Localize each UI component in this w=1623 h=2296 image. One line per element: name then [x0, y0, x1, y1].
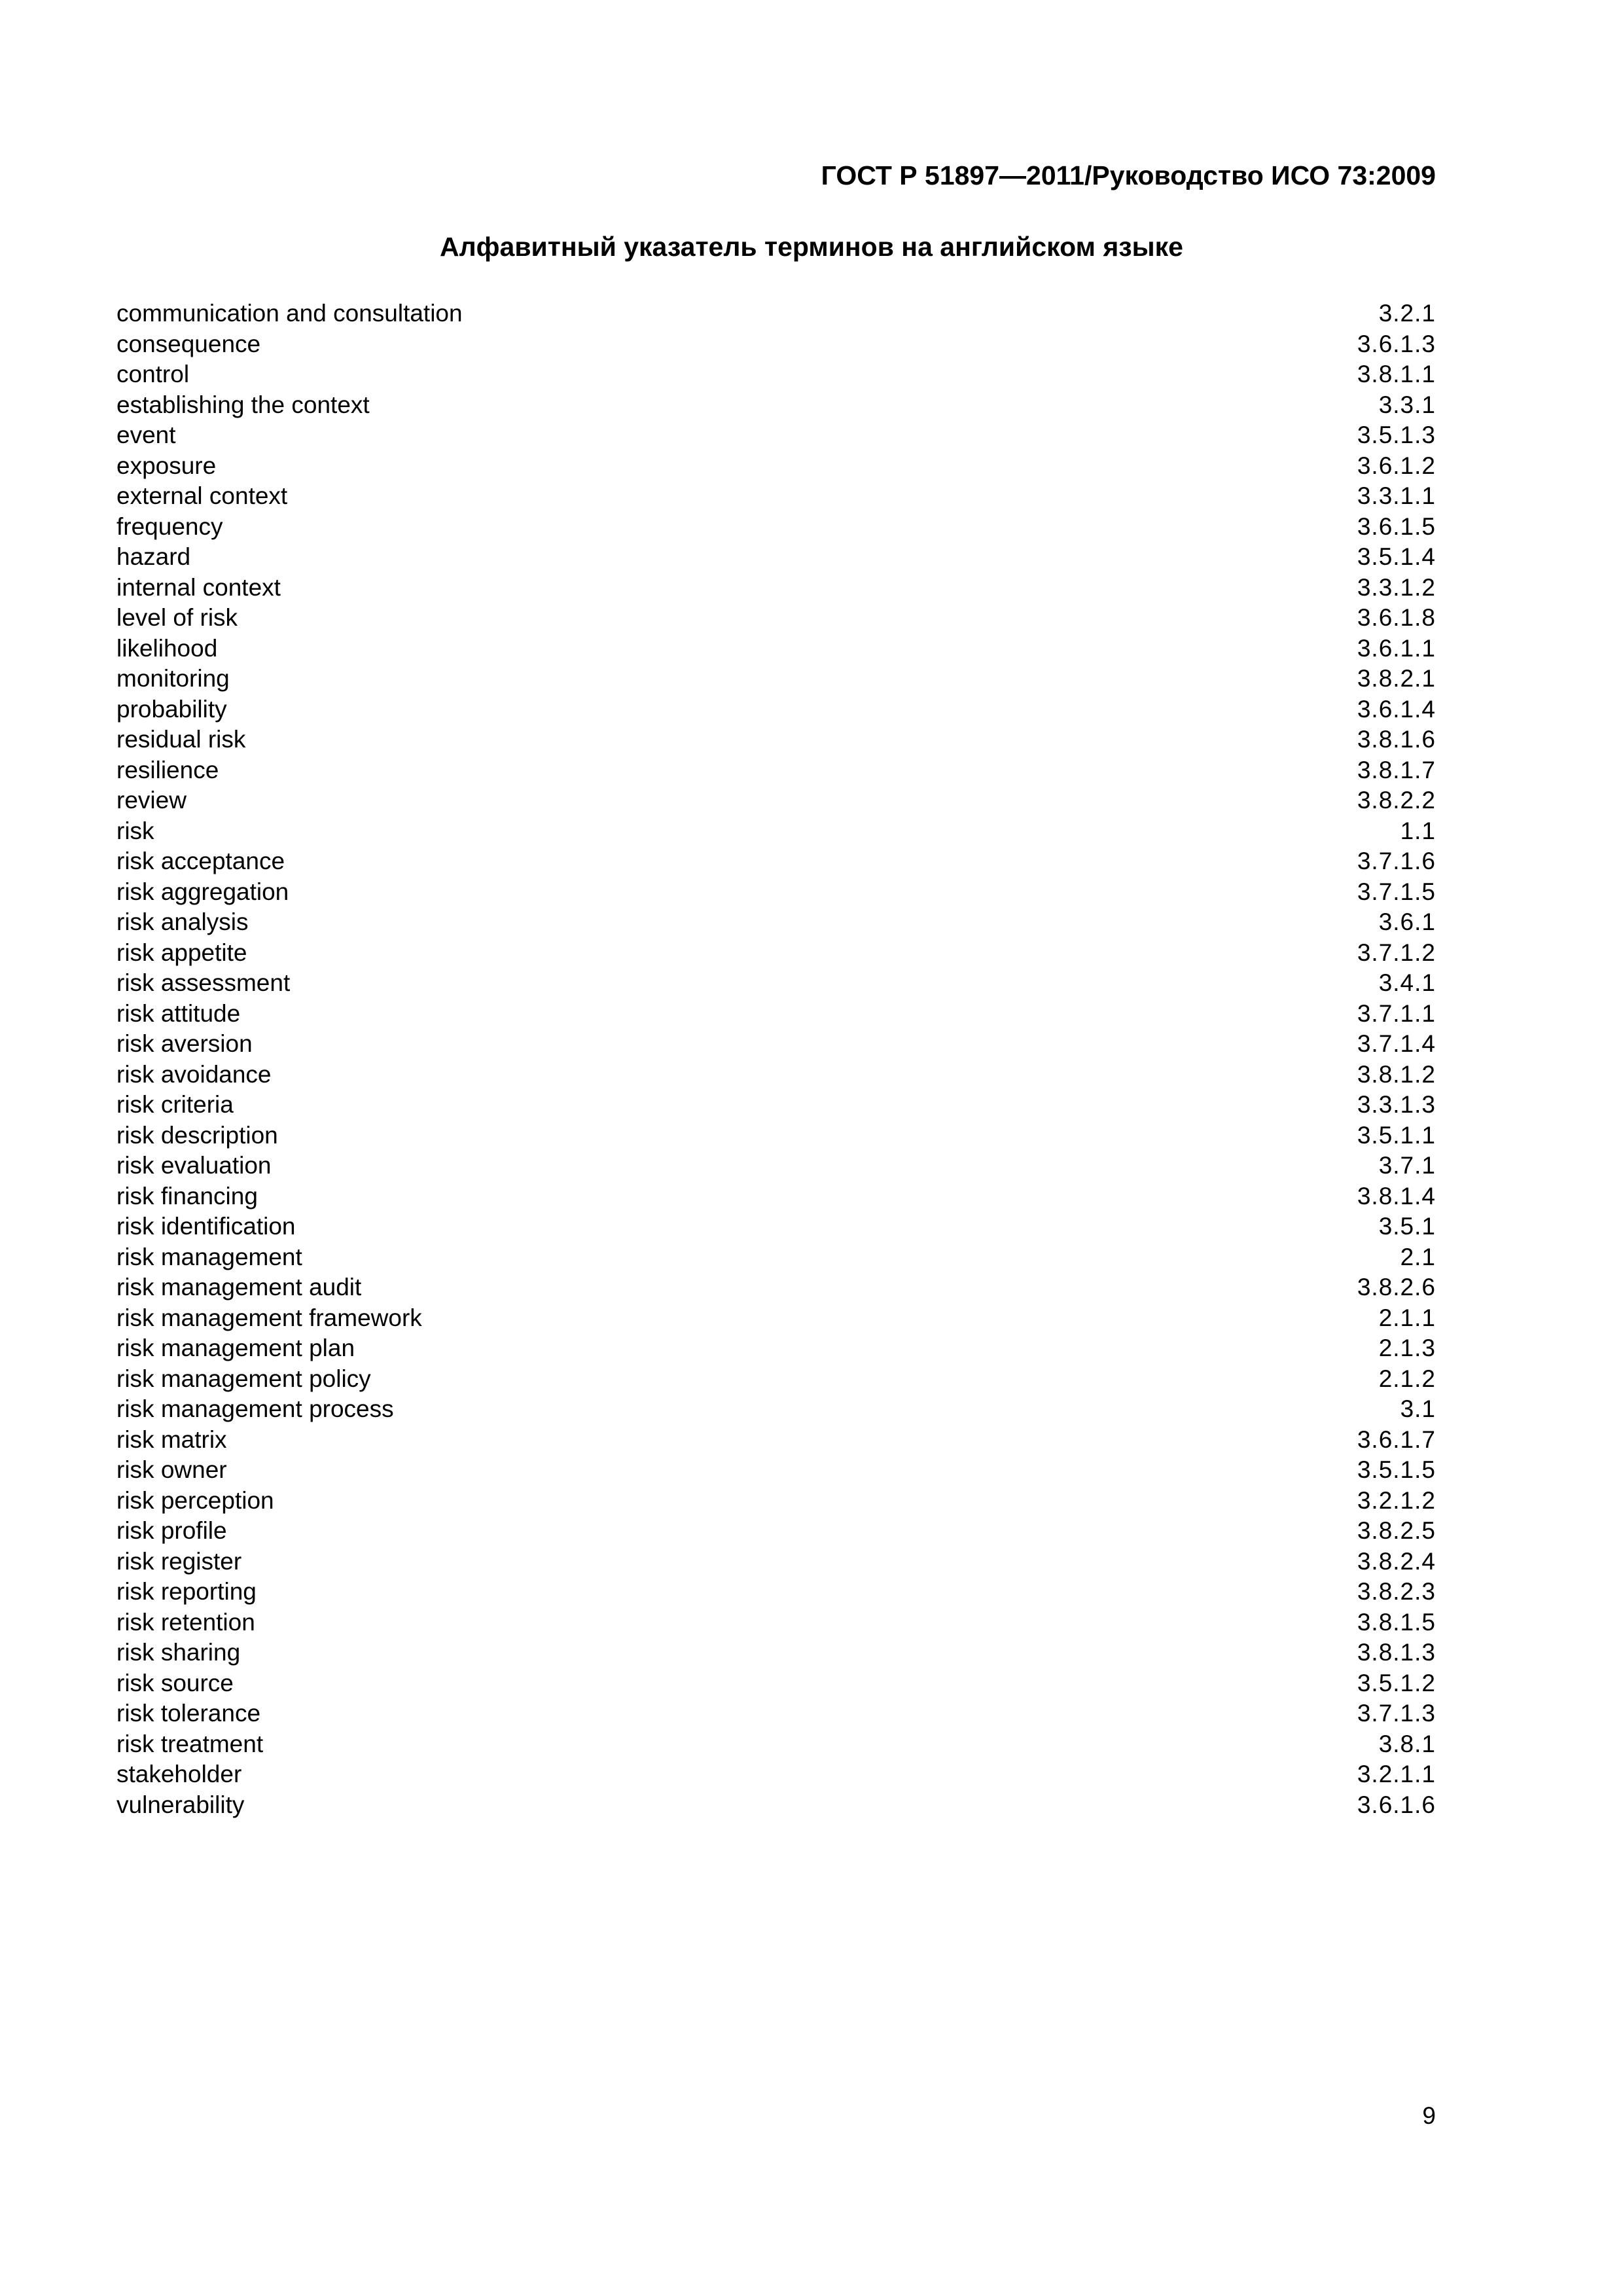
index-section-ref: 3.8.2.2	[1357, 787, 1436, 814]
index-section-ref: 3.8.1.1	[1357, 361, 1436, 387]
index-entry	[116, 1759, 1436, 1790]
index-term: likelihood	[116, 634, 218, 662]
index-term: risk evaluation	[116, 1152, 272, 1179]
index-section-ref: 3.7.1.2	[1357, 939, 1436, 966]
index-section-ref: 3.5.1.1	[1357, 1121, 1436, 1149]
index-section-ref: 3.7.1	[1378, 1152, 1436, 1179]
index-term: review	[116, 787, 187, 814]
index-entry	[116, 481, 1436, 512]
index-term: risk aversion	[116, 1030, 253, 1057]
index-entry	[116, 1698, 1436, 1729]
index-section-ref: 3.5.1	[1378, 1213, 1436, 1240]
index-entry	[116, 1272, 1436, 1303]
index-term: risk tolerance	[116, 1700, 261, 1727]
index-section-ref: 3.7.1.1	[1357, 999, 1436, 1027]
index-term: residual risk	[116, 726, 246, 753]
index-term: control	[116, 361, 190, 387]
index-entry	[116, 968, 1436, 999]
index-section-ref: 3.8.1.4	[1357, 1182, 1436, 1210]
index-section-ref: 3.3.1.1	[1357, 482, 1436, 509]
index-section-ref: 3.8.2.1	[1357, 665, 1436, 692]
index-term: risk management audit	[116, 1274, 362, 1300]
index-entry	[116, 907, 1436, 938]
index-term: vulnerability	[116, 1791, 245, 1818]
index-entry	[116, 512, 1436, 543]
index-section-ref: 3.7.1.5	[1357, 878, 1436, 905]
index-entry	[116, 1060, 1436, 1090]
index-entry	[116, 329, 1436, 360]
index-section-ref: 3.7.1.6	[1357, 848, 1436, 874]
index-term: risk attitude	[116, 999, 241, 1027]
index-section-ref: 3.6.1.8	[1357, 604, 1436, 631]
index-term: risk management process	[116, 1395, 394, 1422]
index-entry	[116, 359, 1436, 390]
index-term: risk management policy	[116, 1365, 371, 1392]
index-term: risk assessment	[116, 969, 291, 996]
index-term: probability	[116, 695, 227, 723]
index-entry	[116, 1516, 1436, 1547]
index-entry	[116, 846, 1436, 877]
index-entry	[116, 877, 1436, 908]
index-term: risk criteria	[116, 1091, 234, 1118]
index-term: risk retention	[116, 1608, 255, 1636]
index-entry	[116, 1577, 1436, 1607]
index-section-ref: 3.6.1.5	[1357, 512, 1436, 540]
index-term: risk owner	[116, 1456, 227, 1483]
index-entry	[116, 1151, 1436, 1181]
index-section-ref: 3.6.1.4	[1357, 695, 1436, 723]
index-section-ref: 3.7.1.4	[1357, 1030, 1436, 1057]
index-term: consequence	[116, 330, 261, 357]
index-section-ref: 3.6.1.7	[1357, 1426, 1436, 1453]
index-section-ref: 3.3.1	[1378, 391, 1436, 418]
index-term: risk avoidance	[116, 1060, 272, 1088]
index-entry	[116, 1638, 1436, 1668]
index-entry	[116, 634, 1436, 664]
index-term: risk register	[116, 1547, 242, 1575]
index-entry	[116, 573, 1436, 603]
index-term: risk management	[116, 1243, 302, 1270]
index-term: risk management plan	[116, 1335, 355, 1361]
index-section-ref: 3.8.2.3	[1357, 1578, 1436, 1605]
index-term: internal context	[116, 573, 281, 601]
index-entry	[116, 755, 1436, 786]
index-section-ref: 3.5.1.4	[1357, 543, 1436, 570]
index-term: risk profile	[116, 1517, 227, 1544]
index-section-ref: 3.5.1.2	[1357, 1669, 1436, 1696]
index-term: level of risk	[116, 604, 238, 631]
index-term: risk analysis	[116, 908, 249, 935]
index-entry	[116, 1242, 1436, 1273]
index-term: communication and consultation	[116, 300, 463, 327]
index-term: risk	[116, 817, 154, 844]
index-entry	[116, 1090, 1436, 1121]
index-entry	[116, 1303, 1436, 1334]
index-section-ref: 3.4.1	[1378, 969, 1436, 996]
index-section-ref: 2.1	[1400, 1243, 1436, 1270]
index-term: risk reporting	[116, 1578, 257, 1605]
index-section-ref: 1.1	[1400, 817, 1436, 844]
index-term: risk financing	[116, 1182, 258, 1210]
index-entry	[116, 390, 1436, 421]
index-entry	[116, 1668, 1436, 1699]
index-term: risk matrix	[116, 1426, 227, 1453]
index-entry	[116, 1729, 1436, 1760]
index-term: hazard	[116, 543, 191, 570]
index-section-ref: 3.8.2.6	[1357, 1274, 1436, 1300]
index-section-ref: 3.3.1.3	[1357, 1091, 1436, 1118]
index-section-ref: 2.1.1	[1378, 1304, 1436, 1331]
index-entry	[116, 999, 1436, 1030]
index-entry	[116, 1211, 1436, 1242]
index-section-ref: 3.8.1.7	[1357, 756, 1436, 783]
index-entry	[116, 1121, 1436, 1151]
index-section-ref: 3.8.1.5	[1357, 1608, 1436, 1636]
index-section-ref: 3.6.1.1	[1357, 634, 1436, 662]
index-term: exposure	[116, 452, 217, 479]
index-section-ref: 3.6.1.2	[1357, 452, 1436, 479]
index-term: risk acceptance	[116, 848, 285, 874]
index-entry	[116, 785, 1436, 816]
index-term: resilience	[116, 756, 219, 783]
index-entry	[116, 1029, 1436, 1060]
index-term: risk source	[116, 1669, 234, 1696]
index-section-ref: 3.1	[1400, 1395, 1436, 1422]
index-entry	[116, 1486, 1436, 1516]
index-term: risk perception	[116, 1486, 274, 1514]
index-entry	[116, 1790, 1436, 1821]
index-entry	[116, 420, 1436, 451]
index-section-ref: 3.3.1.2	[1357, 573, 1436, 601]
index-term: stakeholder	[116, 1761, 242, 1787]
index-section-ref: 3.8.2.4	[1357, 1547, 1436, 1575]
index-section-ref: 3.8.1	[1378, 1730, 1436, 1757]
index-section-ref: 3.2.1	[1378, 300, 1436, 327]
index-title: Алфавитный указатель терминов на английском языке	[440, 232, 1183, 262]
index-entry	[116, 938, 1436, 969]
index-entry	[116, 1364, 1436, 1395]
index-section-ref: 3.8.1.6	[1357, 726, 1436, 753]
index-entry	[116, 725, 1436, 755]
index-term: external context	[116, 482, 288, 509]
index-entry	[116, 1394, 1436, 1425]
index-section-ref: 3.8.1.2	[1357, 1060, 1436, 1088]
index-section-ref: 2.1.3	[1378, 1335, 1436, 1361]
page-number: 9	[1422, 2102, 1436, 2129]
index-entry	[116, 1425, 1436, 1456]
index-section-ref: 3.2.1.2	[1357, 1486, 1436, 1514]
index-section-ref: 2.1.2	[1378, 1365, 1436, 1392]
index-entry	[116, 1333, 1436, 1364]
index-term: risk treatment	[116, 1730, 264, 1757]
index-term: risk appetite	[116, 939, 247, 966]
index-term: risk identification	[116, 1213, 296, 1240]
index-section-ref: 3.8.2.5	[1357, 1517, 1436, 1544]
index-entry	[116, 1607, 1436, 1638]
index-entry	[116, 451, 1436, 482]
index-term: risk sharing	[116, 1639, 241, 1666]
index-entry	[116, 1455, 1436, 1486]
index-entry	[116, 816, 1436, 847]
index-entry	[116, 298, 1436, 329]
document-code-header: ГОСТ Р 51897—2011/Руководство ИСО 73:2009	[821, 160, 1436, 190]
index-term: event	[116, 422, 176, 448]
index-term: establishing the context	[116, 391, 370, 418]
index-section-ref: 3.7.1.3	[1357, 1700, 1436, 1727]
index-entry	[116, 1547, 1436, 1577]
index-section-ref: 3.8.1.3	[1357, 1639, 1436, 1666]
index-entry	[116, 603, 1436, 634]
index-section-ref: 3.6.1	[1378, 908, 1436, 935]
index-entry	[116, 694, 1436, 725]
index-term: risk description	[116, 1121, 278, 1149]
index-section-ref: 3.6.1.6	[1357, 1791, 1436, 1818]
index-entry	[116, 664, 1436, 694]
index-entry	[116, 542, 1436, 573]
index-term: risk management framework	[116, 1304, 422, 1331]
index-term: monitoring	[116, 665, 230, 692]
index-section-ref: 3.2.1.1	[1357, 1761, 1436, 1787]
index-section-ref: 3.6.1.3	[1357, 330, 1436, 357]
index-section-ref: 3.5.1.5	[1357, 1456, 1436, 1483]
index-entry	[116, 1181, 1436, 1212]
index-section-ref: 3.5.1.3	[1357, 422, 1436, 448]
term-index-list	[116, 298, 1436, 1820]
index-term: risk aggregation	[116, 878, 289, 905]
index-term: frequency	[116, 512, 223, 540]
